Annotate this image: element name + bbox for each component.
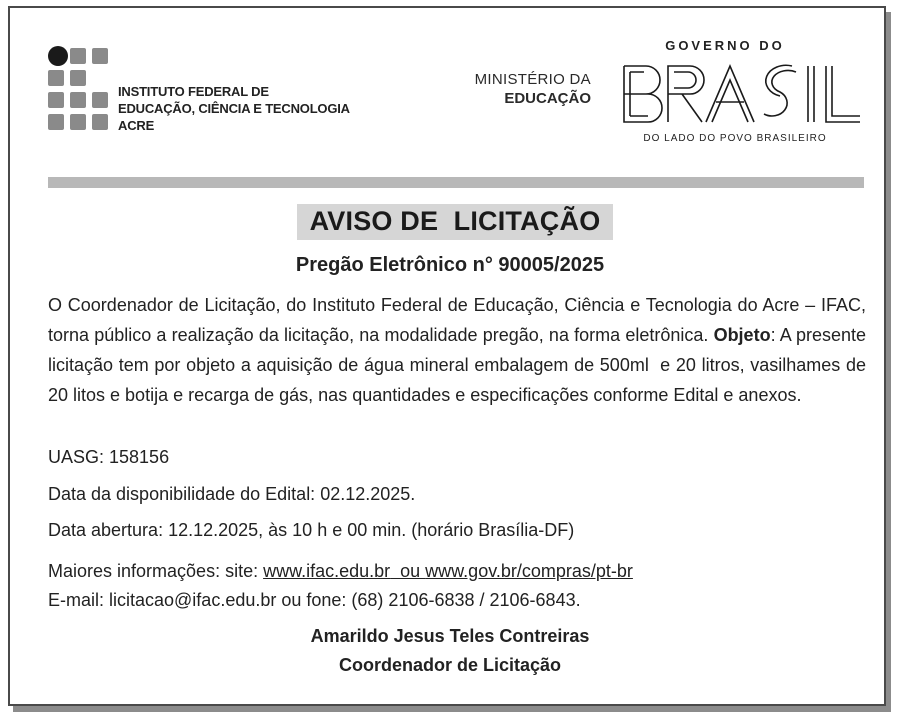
ministry-logo	[455, 70, 591, 108]
uasg-line: UASG: 158156	[48, 447, 170, 467]
info-separator: ou	[390, 561, 426, 581]
body-object-label: Objeto	[713, 325, 771, 345]
signer-name: Amarildo Jesus Teles Contreiras	[310, 626, 590, 646]
compras-site-link[interactable]: www.gov.br/compras/pt-br	[425, 561, 633, 581]
info-prefix: Maiores informações: site:	[48, 561, 264, 581]
notice-body	[48, 290, 872, 410]
header-divider	[48, 177, 864, 188]
institute-line2: EDUCAÇÃO, CIÊNCIA E TECNOLOGIA	[118, 101, 350, 116]
government-logo	[620, 38, 866, 144]
ministry-line1: MINISTÉRIO DA	[474, 71, 591, 88]
availability-line: Data da disponibilidade do Edital: 02.12.2025.	[48, 484, 416, 504]
body-intro: O Coordenador de Licitação, do Instituto Federal de Educação, Ciência e Tecnologia do Acre – IFAC, torna público a realização da licitação, na modalidade pregão, na forma eletrônica.	[48, 295, 866, 345]
institute-line1: INSTITUTO FEDERAL DE	[118, 84, 269, 99]
notice-title: AVISO DE LICITAÇÃO	[309, 206, 601, 236]
ifac-site-link[interactable]: www.ifac.edu.br	[263, 561, 391, 581]
body-object-text: : A presente licitação tem por objeto a aquisição de água mineral embalagem de 500ml e 20 litros, vasilhames de 20 litos e botija e recarga de gás, nas quantidades e especificações conforme Edital e anexos.	[48, 325, 872, 405]
institute-logo	[48, 46, 368, 138]
government-top-text: GOVERNO DO	[665, 38, 785, 53]
notice-subtitle: Pregão Eletrônico n° 90005/2025	[295, 254, 605, 276]
info-line	[48, 561, 633, 582]
government-tagline: DO LADO DO POVO BRASILEIRO	[643, 133, 827, 144]
contact-line: E-mail: licitacao@ifac.edu.br ou fone: (68) 2106-6838 / 2106-6843.	[48, 590, 581, 610]
institute-line3: ACRE	[118, 118, 155, 133]
brasil-wordmark-logo-icon	[620, 62, 864, 126]
opening-line: Data abertura: 12.12.2025, às 10 h e 00 min. (horário Brasília-DF)	[48, 520, 575, 540]
institute-name	[118, 83, 350, 134]
ministry-line2: EDUCAÇÃO	[504, 90, 591, 107]
signer-role: Coordenador de Licitação	[338, 655, 562, 675]
